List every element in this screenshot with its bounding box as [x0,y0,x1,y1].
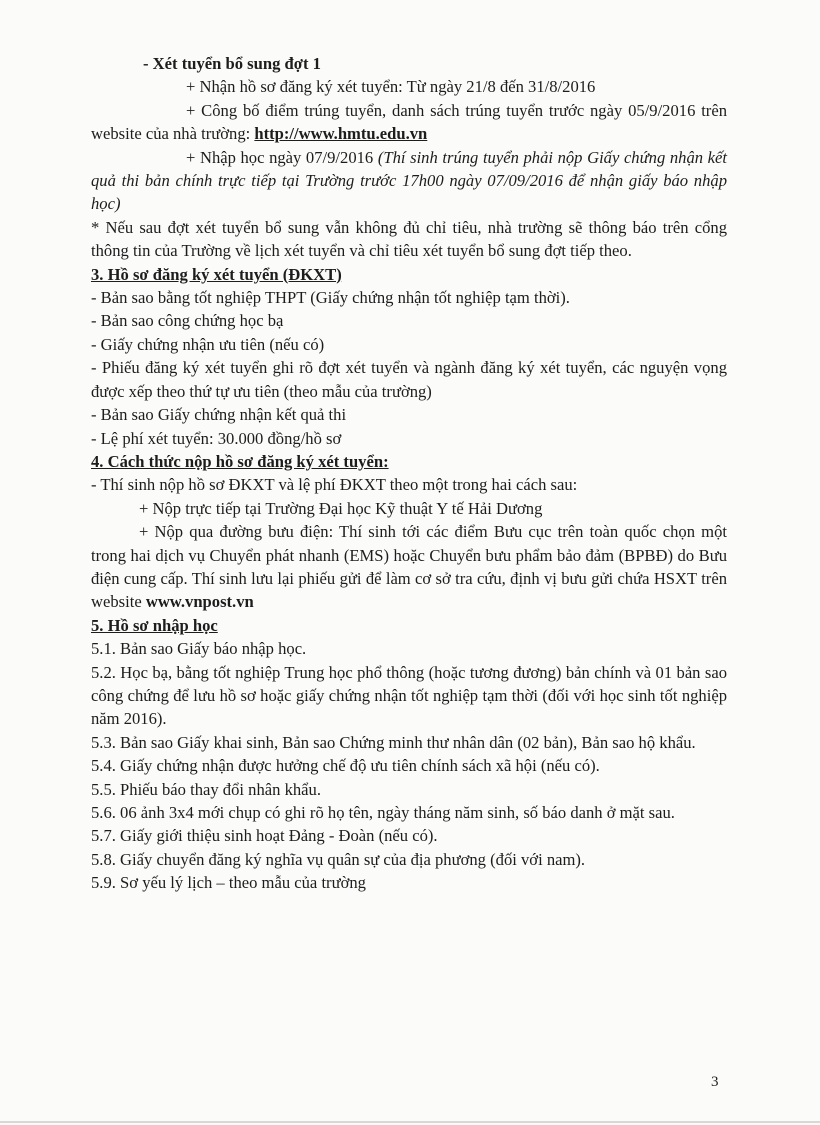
list-item: - Lệ phí xét tuyển: 30.000 đồng/hồ sơ [91,428,342,448]
supplementary-item-results [91,99,727,146]
list-item: 5.8. Giấy chuyển đăng ký nghĩa vụ quân sự của địa phương (đối với nam). [91,849,586,869]
list-item: - Giấy chứng nhận ưu tiên (nếu có) [91,334,325,354]
submission-way-post [91,520,727,614]
submission-intro: - Thí sinh nộp hồ sơ ĐKXT và lệ phí ĐKXT theo một trong hai cách sau: [91,475,578,495]
section-5-heading: 5. Hồ sơ nhập học [91,615,218,635]
submission-way-direct: + Nộp trực tiếp tại Trường Đại học Kỹ thuật Y tế Hải Dương [139,498,543,518]
page-number: 3 [711,1074,719,1090]
list-item: - Phiếu đăng ký xét tuyển ghi rõ đợt xét tuyển và ngành đăng ký xét tuyển, các nguyện vọng được xếp theo thứ tự ưu tiên (theo mẫu của trường) [91,358,727,401]
enrollment-note: (Thí sinh trúng tuyển phải nộp Giấy chứng nhận kết quả thi bản chính trực tiếp tại Trường trước 17h00 ngày 07/09/2016 để nhận giấy báo nhập học) [91,147,727,214]
list-item: 5.3. Bản sao Giấy khai sinh, Bản sao Chứng minh thư nhân dân (02 bản), Bản sao hộ khẩu. [91,732,696,752]
vnpost-website-link[interactable]: www.vnpost.vn [145,592,254,612]
list-item: 5.9. Sơ yếu lý lịch – theo mẫu của trường [91,873,366,893]
list-item: - Bản sao Giấy chứng nhận kết quả thi [91,405,347,425]
section-3-heading: 3. Hồ sơ đăng ký xét tuyển (ĐKXT) [91,264,342,284]
list-item: 5.7. Giấy giới thiệu sinh hoạt Đảng - Đoàn (nếu có). [91,826,438,846]
list-item: - Bản sao công chứng học bạ [91,311,284,331]
scan-edge-line [0,1121,820,1123]
post-text: + Nộp qua đường bưu điện: Thí sinh tới các điểm Bưu cục trên toàn quốc chọn một trong hai dịch vụ Chuyển phát nhanh (EMS) hoặc Chuyển bưu phẩm bảo đảm (BPBĐ) do Bưu điện cung cấp. Thí sinh lưu lại phiếu gửi để làm cơ sở tra cứu, định vị bưu gửi chứa HSXT trên website [91,522,727,612]
list-item: 5.1. Bản sao Giấy báo nhập học. [91,639,307,659]
supplementary-item-registration: + Nhận hồ sơ đăng ký xét tuyển: Từ ngày 21/8 đến 31/8/2016 [186,77,596,97]
section-4-heading: 4. Cách thức nộp hồ sơ đăng ký xét tuyển: [91,451,389,471]
page-content [91,52,727,895]
list-item: 5.4. Giấy chứng nhận được hưởng chế độ ưu tiên chính sách xã hội (nếu có). [91,756,600,776]
list-item: 5.2. Học bạ, bằng tốt nghiệp Trung học phổ thông (hoặc tương đương) bản chính và 01 bản sao công chứng để lưu hồ sơ hoặc giấy chứng nhận tốt nghiệp tạm thời (đối với học sinh tốt nghiệp năm 2016). [91,662,727,729]
supplementary-round-heading: - Xét tuyển bổ sung đợt 1 [143,54,321,73]
supplementary-note: * Nếu sau đợt xét tuyển bổ sung vẫn không đủ chỉ tiêu, nhà trường sẽ thông báo trên cổng thông tin của Trường về lịch xét tuyển và chỉ tiêu xét tuyển bổ sung đợt tiếp theo. [91,217,727,261]
list-item: - Bản sao bằng tốt nghiệp THPT (Giấy chứng nhận tốt nghiệp tạm thời). [91,288,570,308]
results-text: + Công bố điểm trúng tuyển, danh sách trúng tuyển trước ngày 05/9/2016 trên website của nhà trường: [91,100,727,144]
school-website-link[interactable]: http://www.hmtu.edu.vn [254,124,428,144]
enrollment-text: + Nhập học ngày 07/9/2016 [186,147,378,167]
supplementary-item-enrollment [91,146,727,216]
list-item: 5.5. Phiếu báo thay đổi nhân khẩu. [91,779,321,799]
list-item: 5.6. 06 ảnh 3x4 mới chụp có ghi rõ họ tên, ngày tháng năm sinh, số báo danh ở mặt sau. [91,803,675,822]
